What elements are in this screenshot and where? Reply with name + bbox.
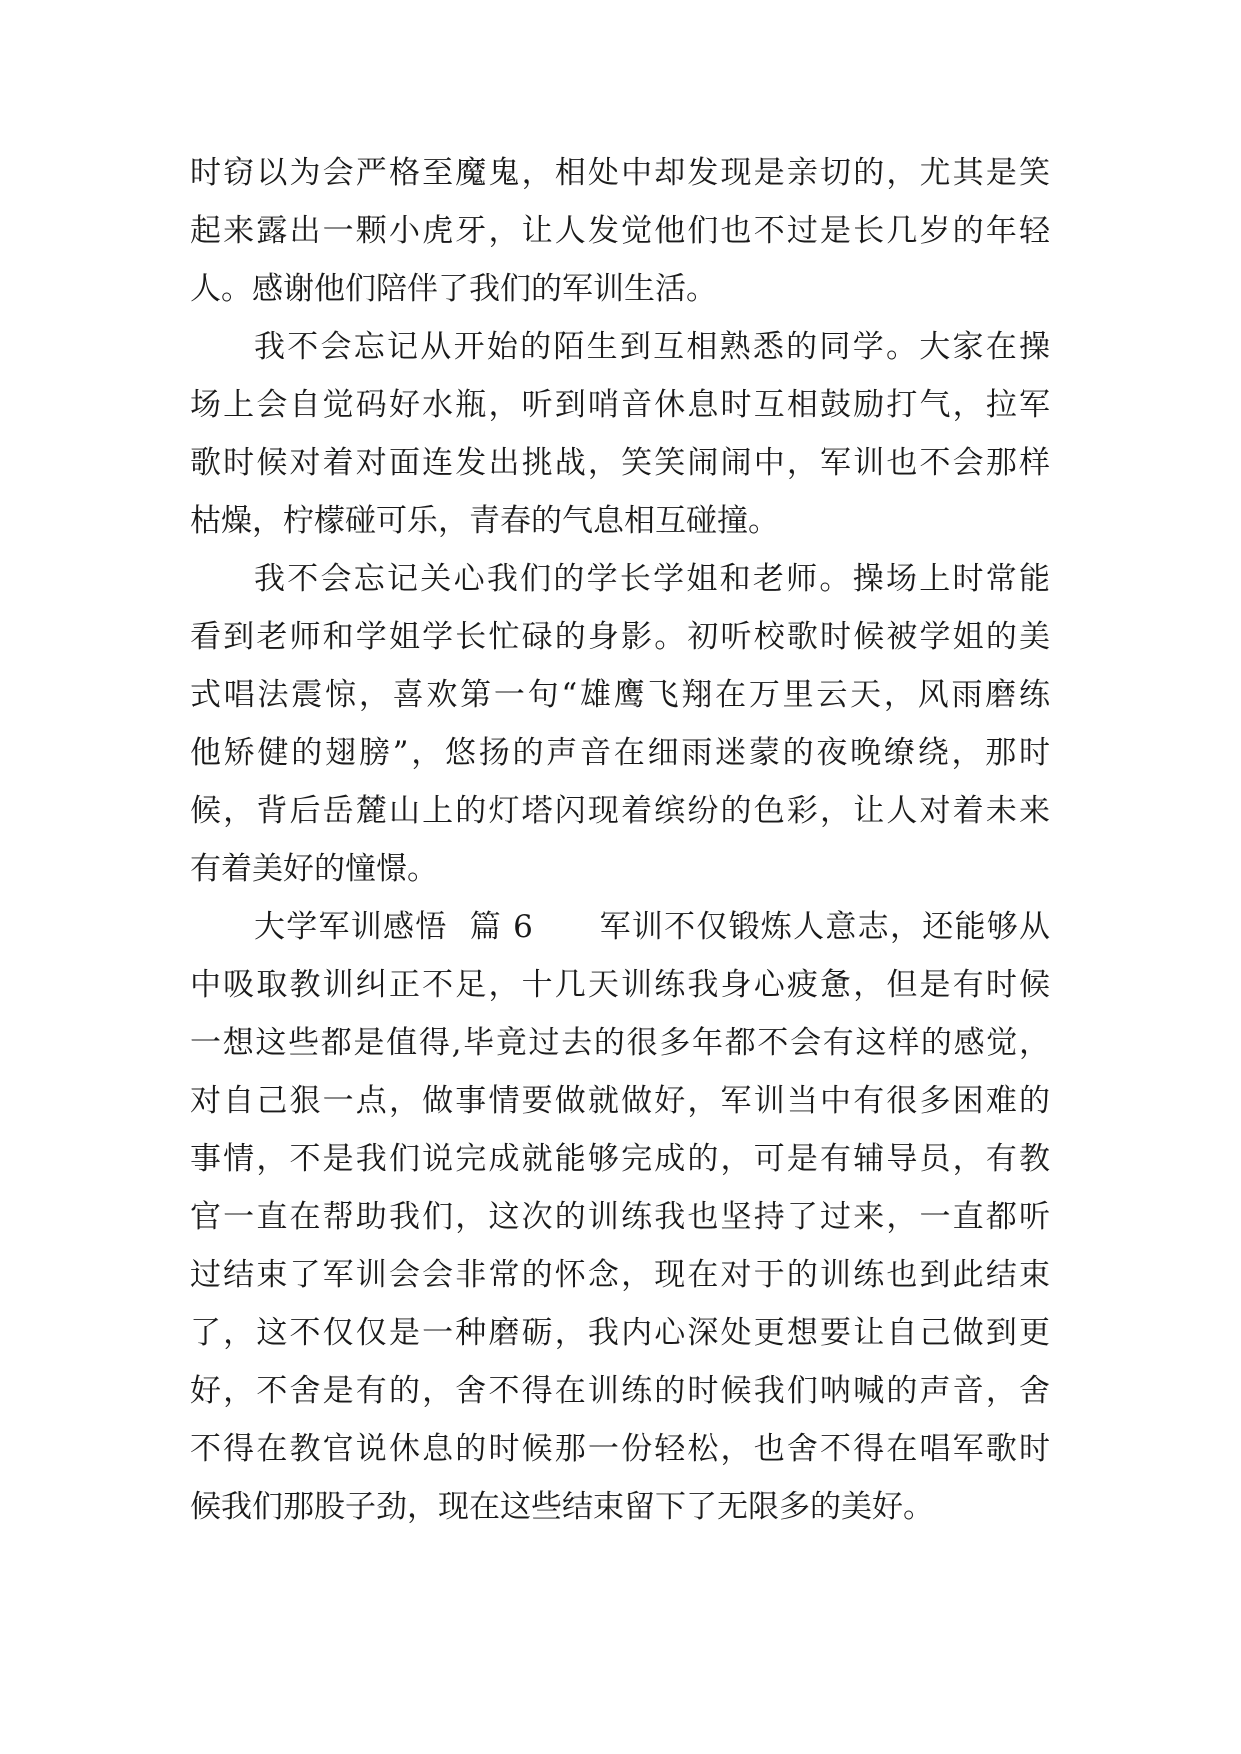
text-line: 候我们那股子劲，现在这些结束留下了无限多的美好。 <box>190 1489 934 1525</box>
text-line: 对自己狠一点，做事情要做就做好，军训当中有很多困难的 <box>190 1083 1050 1119</box>
text-line: 候，背后岳麓山上的灯塔闪现着缤纷的色彩，让人对着未来 <box>190 793 1050 829</box>
text-line: 人。感谢他们陪伴了我们的军训生活。 <box>190 271 717 307</box>
text-line: 我不会忘记关心我们的学长学姐和老师。操场上时常能 <box>254 561 1050 597</box>
text-line: 过结束了军训会会非常的怀念，现在对于的训练也到此结束 <box>190 1257 1050 1293</box>
text-line: 场上会自觉码好水瓶，听到哨音休息时互相鼓励打气，拉军 <box>190 387 1050 423</box>
text-line: 中吸取教训纠正不足，十几天训练我身心疲惫，但是有时候 <box>190 967 1050 1003</box>
text-line: 看到老师和学姐学长忙碌的身影。初听校歌时候被学姐的美 <box>190 619 1050 655</box>
text-line: 不得在教官说休息的时候那一份轻松，也舍不得在唱军歌时 <box>190 1431 1050 1467</box>
text-line: 他矫健的翅膀”，悠扬的声音在细雨迷蒙的夜晚缭绕，那时 <box>190 735 1050 771</box>
text-line: 有着美好的憧憬。 <box>190 851 438 887</box>
section-heading-line: 大学军训感悟 篇 6 军训不仅锻炼人意志，还能够从 <box>254 909 1050 945</box>
text-line: 歌时候对着对面连发出挑战，笑笑闹闹中，军训也不会那样 <box>190 445 1050 481</box>
text-line: 好，不舍是有的，舍不得在训练的时候我们呐喊的声音，舍 <box>190 1373 1050 1409</box>
text-line: 时窃以为会严格至魔鬼，相处中却发现是亲切的，尤其是笑 <box>190 155 1050 191</box>
text-line: 一想这些都是值得,毕竟过去的很多年都不会有这样的感觉， <box>190 1025 1050 1061</box>
text-line: 枯燥，柠檬碰可乐，青春的气息相互碰撞。 <box>190 503 779 539</box>
text-line: 官一直在帮助我们，这次的训练我也坚持了过来，一直都听 <box>190 1199 1050 1235</box>
text-line: 我不会忘记从开始的陌生到互相熟悉的同学。大家在操 <box>254 329 1050 365</box>
text-line: 了，这不仅仅是一种磨砺，我内心深处更想要让自己做到更 <box>190 1315 1050 1351</box>
text-line: 式唱法震惊，喜欢第一句“雄鹰飞翔在万里云天，风雨磨练 <box>190 677 1050 713</box>
text-line: 事情，不是我们说完成就能够完成的，可是有辅导员，有教 <box>190 1141 1050 1177</box>
text-line: 起来露出一颗小虎牙，让人发觉他们也不过是长几岁的年轻 <box>190 213 1050 249</box>
